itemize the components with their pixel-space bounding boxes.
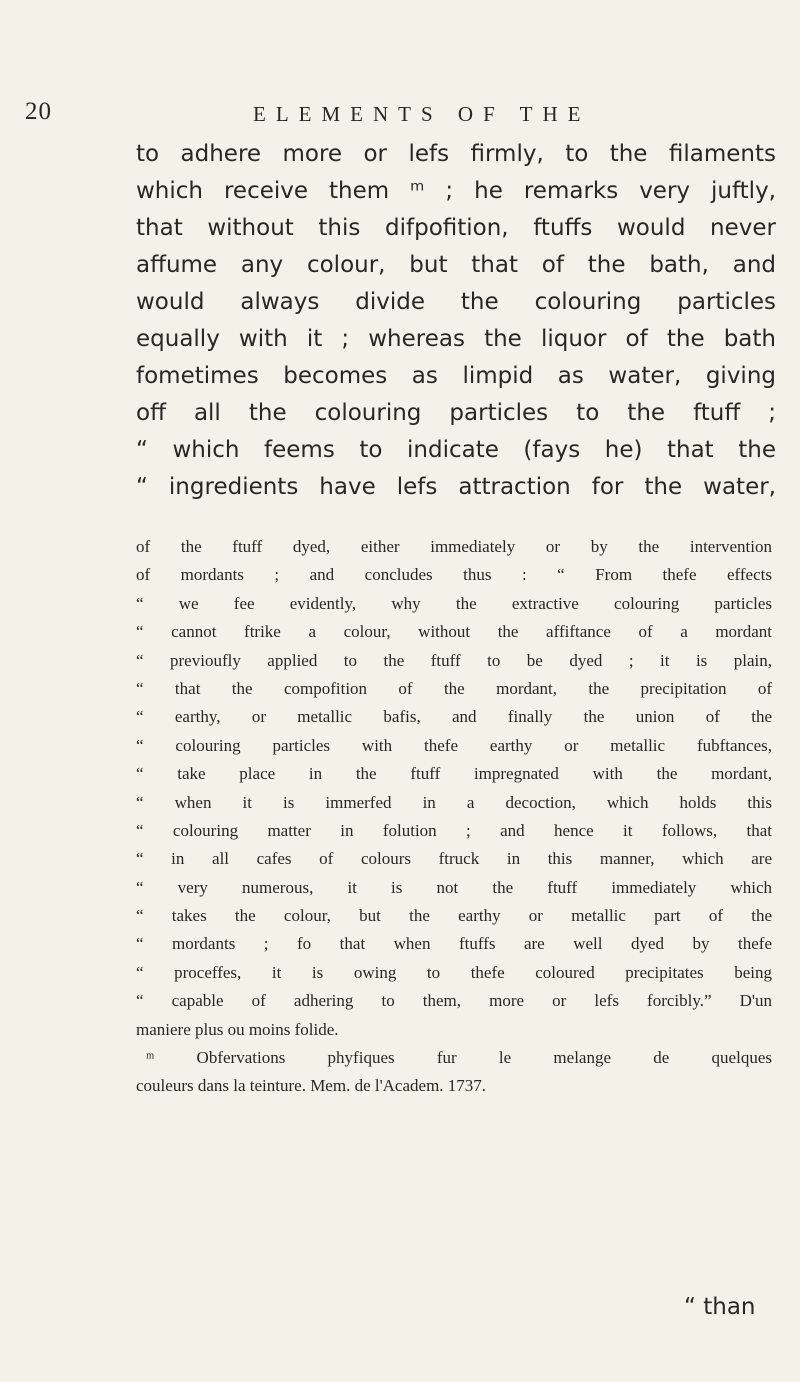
footnote-line: “ very numerous, it is not the ftuff immediately which: [136, 877, 772, 897]
footnote-line: “ we fee evidently, why the extractive colouring particles: [136, 593, 772, 613]
running-title: ELEMENTS OF THE: [253, 102, 591, 126]
text-line: that without this difpofition, ftuffs would never: [136, 215, 776, 241]
text-line: fometimes becomes as limpid as water, giving: [136, 363, 776, 389]
footnote-line: maniere plus ou moins folide.: [136, 1019, 339, 1039]
text-line: affume any colour, but that of the bath, and: [136, 252, 776, 278]
footnote-line: “ proceffes, it is owing to thefe coloured precipitates being: [136, 962, 772, 982]
footnote-line: “ previoufly applied to the ftuff to be dyed ; it is plain,: [136, 650, 772, 670]
footnote-line: “ in all cafes of colours ftruck in this manner, which are: [136, 849, 772, 869]
footnote-block: [136, 533, 772, 1101]
footnote-line: of mordants ; and concludes thus : “ From thefe effects: [136, 565, 772, 585]
catchword: “ than: [684, 1294, 756, 1320]
page-header: [25, 98, 765, 132]
footnote-line: “ colouring particles with thefe earthy or metallic fubftances,: [136, 735, 772, 755]
text-line: “ ingredients have lefs attraction for the water,: [136, 474, 776, 500]
text-line: which receive them ᵐ ; he remarks very juftly,: [136, 178, 776, 204]
footnote-line: “ earthy, or metallic bafis, and finally the union of the: [136, 707, 772, 727]
footnote-line: “ mordants ; fo that when ftuffs are well dyed by thefe: [136, 934, 772, 954]
text-line: off all the colouring particles to the ftuff ;: [136, 400, 776, 426]
text-line: to adhere more or lefs firmly, to the filaments: [136, 141, 776, 167]
footnote-line: “ colouring matter in folution ; and hence it follows, that: [136, 820, 772, 840]
footnote-line: “ that the compofition of the mordant, the precipitation of: [136, 678, 772, 698]
footnote-line: “ cannot ftrike a colour, without the affiftance of a mordant: [136, 622, 772, 642]
footnote-line: “ when it is immerfed in a decoction, which holds this: [136, 792, 772, 812]
footnote-line: of the ftuff dyed, either immediately or by the intervention: [136, 537, 772, 556]
footnote-line: “ takes the colour, but the earthy or metallic part of the: [136, 906, 772, 926]
text-line: equally with it ; whereas the liquor of the bath: [136, 326, 776, 352]
main-text: [136, 136, 776, 506]
footnote-m-line: ᵐ Obfervations phyfiques fur le melange de quelques: [146, 1048, 772, 1068]
text-line: “ which feems to indicate (fays he) that the: [136, 437, 776, 463]
page-number: 20: [25, 98, 52, 125]
footnote-line: “ take place in the ftuff impregnated with the mordant,: [136, 764, 772, 784]
text-line: would always divide the colouring particles: [136, 289, 776, 315]
footnote-m-line: couleurs dans la teinture. Mem. de l'Academ. 1737.: [136, 1076, 487, 1096]
footnote-line: “ capable of adhering to them, more or lefs forcibly.” D'un: [136, 991, 772, 1011]
